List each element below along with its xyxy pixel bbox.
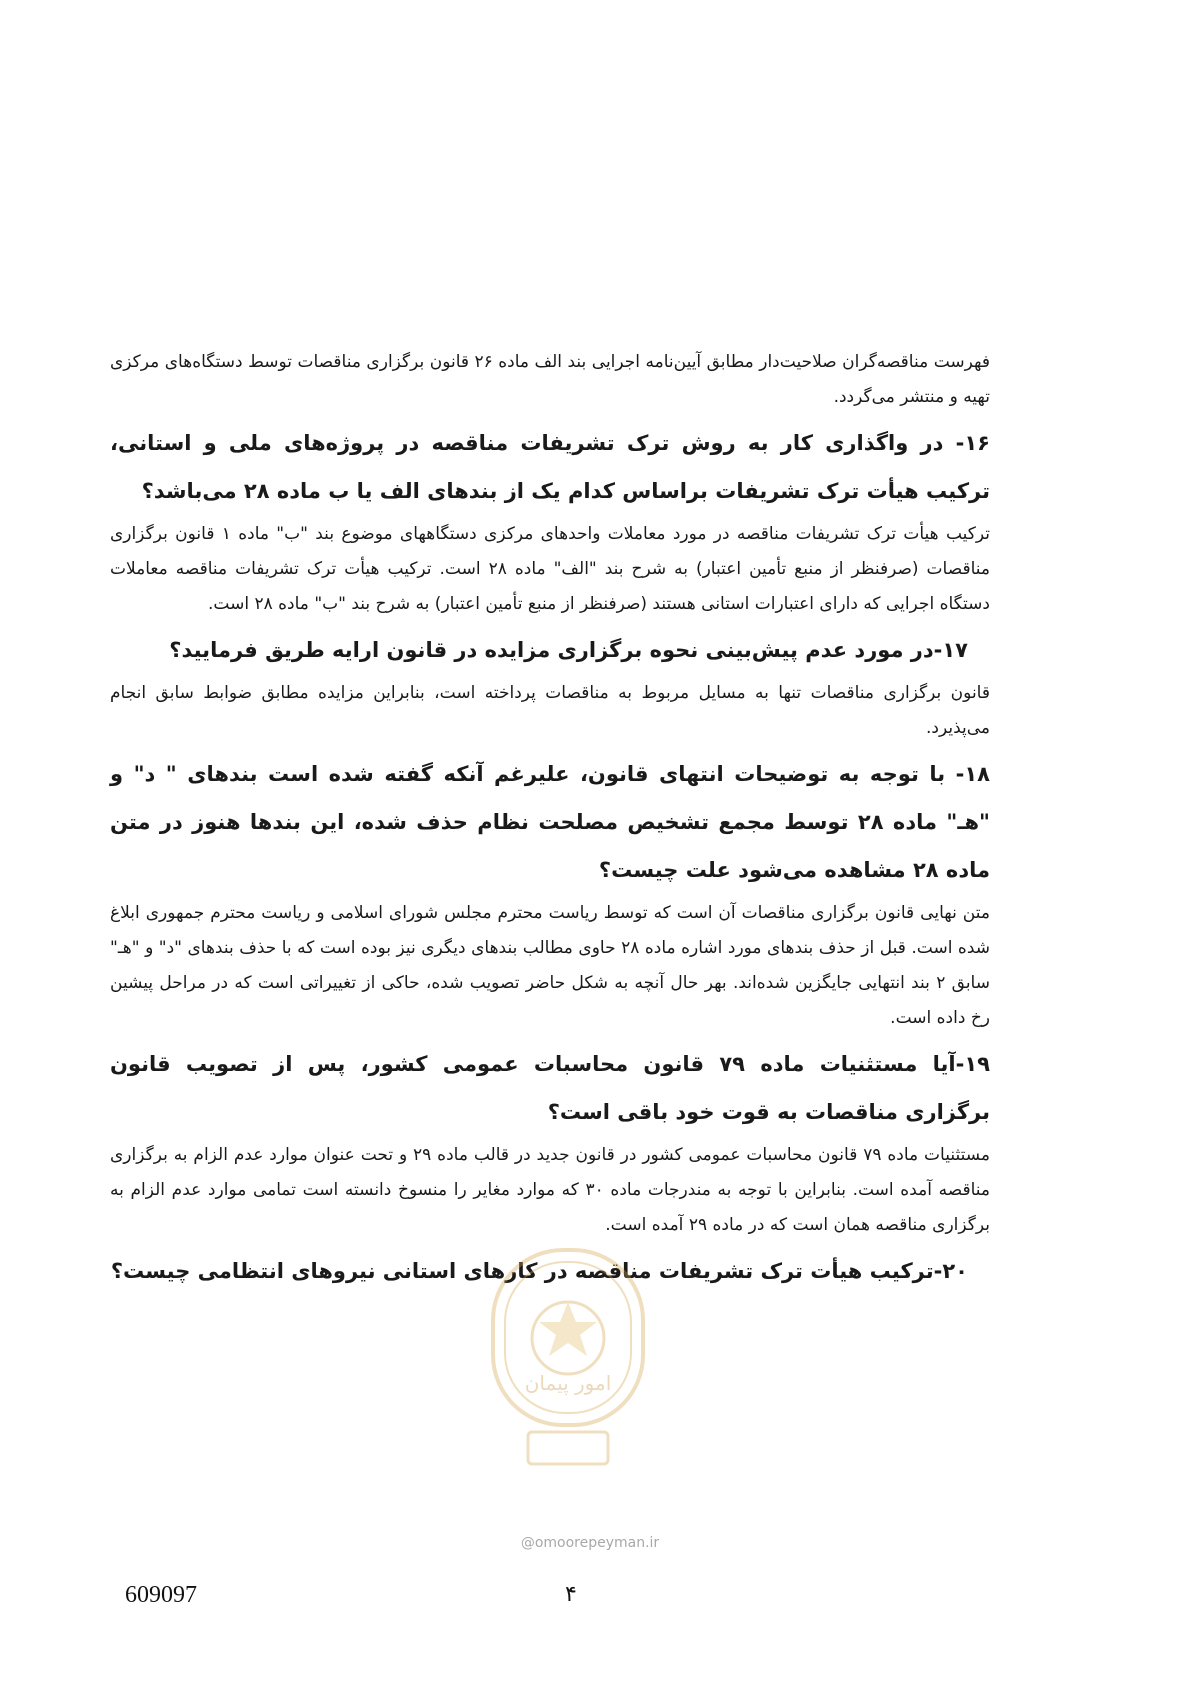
watermark-logo xyxy=(473,1240,663,1490)
watermark-logo-text: امور پیمان xyxy=(524,1371,612,1395)
question-18: ۱۸- با توجه به توضیحات انتهای قانون، علیرغم آنکه گفته شده است بندهای " د" و "هـ" ماده ۲۸ توسط مجمع تشخیص مصلحت نظام حذف شده، این بندها هنوز در متن ماده ۲۸ مشاهده می‌شود علت چیست؟ xyxy=(110,762,990,882)
question-20: ۲۰-ترکیب هیأت ترک تشریفات مناقصه در کارهای استانی نیروهای انتظامی چیست؟ xyxy=(110,1259,968,1283)
question-17: ۱۷-در مورد عدم پیش‌بینی نحوه برگزاری مزایده در قانون ارایه طریق فرمایید؟ xyxy=(169,638,968,662)
intro-paragraph: فهرست مناقصه‌گران صلاحیت‌دار مطابق آیین‌نامه اجرایی بند الف ماده ۲۶ قانون برگزاری مناقصات توسط دستگاه‌های مرکزی تهیه و منتشر می‌گردد. xyxy=(110,352,990,407)
answer-17: قانون برگزاری مناقصات تنها به مسایل مربوط به مناقصات پرداخته است، بنابراین مزایده مطابق ضوابط سابق انجام می‌پذیرد. xyxy=(110,683,990,738)
watermark-url: @omoorepeyman.ir xyxy=(520,1535,660,1551)
page-number: ۴ xyxy=(565,1582,577,1607)
document-id: 609097 xyxy=(125,1582,197,1608)
question-16: ۱۶- در واگذاری کار به روش ترک تشریفات مناقصه در پروژه‌های ملی و استانی، ترکیب هیأت ترک تشریفات براساس کدام یک از بندهای الف یا ب ماده ۲۸ می‌باشد؟ xyxy=(110,431,990,503)
answer-18: متن نهایی قانون برگزاری مناقصات آن است که توسط ریاست محترم مجلس شورای اسلامی و ریاست محترم جمهوری ابلاغ شده است. قبل از حذف بندهای مورد اشاره ماده ۲۸ حاوی مطالب بندهای دیگری نیز بوده است که با حذف بندهای "د" و "هـ" سابق ۲ بند انتهایی جایگزین شده‌اند. بهر حال آنچه به شکل حاضر تصویب شده، حاکی از تغییراتی است که در مراحل پیشین رخ داده است. xyxy=(110,903,990,1028)
page-content xyxy=(110,345,990,1297)
answer-16: ترکیب هیأت ترک تشریفات مناقصه در مورد معاملات واحدهای مرکزی دستگاههای موضوع بند "ب" ماده ۱ قانون برگزاری مناقصات (صرفنظر از منبع تأمین اعتبار) به شرح بند "الف" ماده ۲۸ است. ترکیب هیأت ترک تشریفات مناقصه معاملات دستگاه اجرایی که دارای اعتبارات استانی هستند (صرفنظر از منبع تأمین اعتبار) به شرح بند "ب" ماده ۲۸ است. xyxy=(110,524,991,614)
question-19: ۱۹-آیا مستثنیات ماده ۷۹ قانون محاسبات عمومی کشور، پس از تصویب قانون برگزاری مناقصات به قوت خود باقی است؟ xyxy=(110,1052,990,1124)
answer-19: مستثنیات ماده ۷۹ قانون محاسبات عمومی کشور در قانون جدید در قالب ماده ۲۹ و تحت عنوان موارد عدم الزام به برگزاری مناقصه آمده است. بنابراین با توجه به مندرجات ماده ۳۰ که موارد مغایر را منسوخ دانسته است تمامی موارد عدم الزام به برگزاری مناقصه همان است که در ماده ۲۹ آمده است. xyxy=(110,1145,990,1235)
